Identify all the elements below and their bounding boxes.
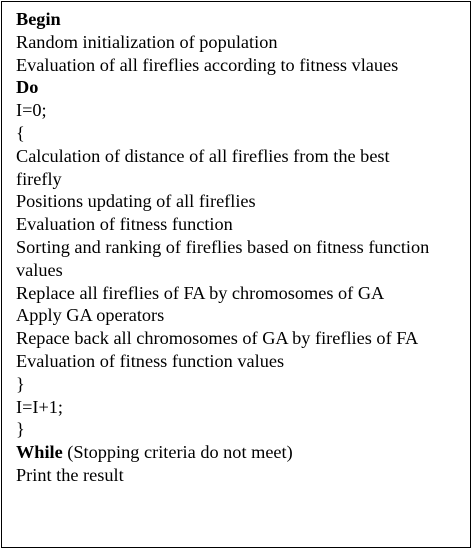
line-calc-distance-2: firefly: [16, 168, 62, 189]
line-i-increment: I=I+1;: [16, 396, 64, 417]
line-sorting-2: values: [16, 259, 63, 280]
line-eval-fitness-function: Evaluation of fitness function: [16, 214, 233, 235]
begin-keyword: Begin: [16, 9, 61, 29]
line-apply-ga: Apply GA operators: [16, 305, 165, 326]
do-keyword: Do: [16, 77, 39, 98]
algorithm-box: [1, 1, 471, 548]
while-condition: (Stopping criteria do not meet): [62, 442, 293, 463]
line-replace-fa: Replace all fireflies of FA by chromosomes of GA: [16, 282, 385, 303]
line-outer-close-brace: }: [16, 419, 25, 440]
line-positions-update: Positions updating of all fireflies: [16, 191, 256, 212]
line-open-brace: {: [16, 122, 25, 143]
line-repace-back: Repace back all chromosomes of GA by fireflies of FA: [16, 328, 419, 349]
line-inner-close-brace: }: [16, 373, 25, 394]
line-print-result: Print the result: [16, 464, 124, 485]
line-eval-fitness-values: Evaluation of fitness function values: [16, 350, 285, 371]
line-i-init: I=0;: [16, 100, 47, 121]
line-begin: [16, 8, 466, 31]
line-calc-distance-1: Calculation of distance of all fireflies from the best: [16, 145, 390, 166]
line-do: [16, 76, 466, 99]
line-while: [16, 441, 466, 464]
while-keyword: While: [16, 442, 63, 463]
line-random-init: Random initialization of population: [16, 31, 278, 52]
line-sorting-1: Sorting and ranking of fireflies based on fitness function: [16, 236, 430, 257]
line-evaluate-fireflies: Evaluation of all fireflies according to fitness vlaues: [16, 54, 399, 75]
pseudocode-listing: [16, 8, 466, 487]
